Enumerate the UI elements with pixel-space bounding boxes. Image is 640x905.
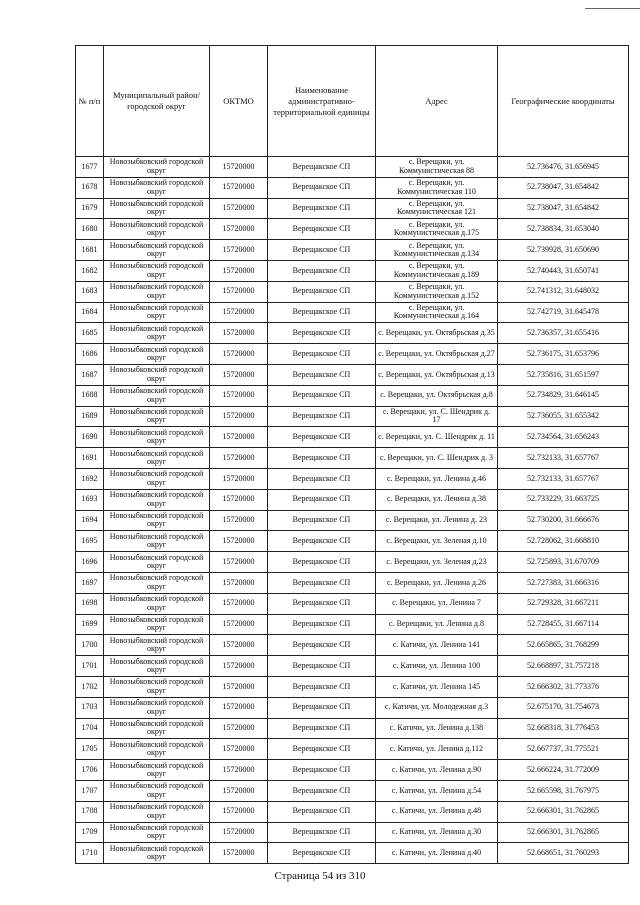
cell-unit: Верещакское СП bbox=[268, 323, 376, 344]
table-row bbox=[76, 635, 629, 656]
cell-coords: 52.736175, 31.653796 bbox=[498, 344, 629, 365]
cell-district: Новозыбковский городской округ bbox=[104, 198, 210, 219]
cell-address: с. Верещаки, ул. Ленина д.8 bbox=[376, 614, 498, 635]
cell-district: Новозыбковский городской округ bbox=[104, 448, 210, 469]
table-row bbox=[76, 760, 629, 781]
cell-address: с. Верещаки, ул. С. Шендрик д. 17 bbox=[376, 406, 498, 427]
cell-district: Новозыбковский городской округ bbox=[104, 572, 210, 593]
cell-oktmo: 15720000 bbox=[210, 364, 268, 385]
table-row bbox=[76, 697, 629, 718]
cell-num: 1706 bbox=[76, 760, 104, 781]
cell-address: с. Катичи, ул. Молодежная д.3 bbox=[376, 697, 498, 718]
cell-oktmo: 15720000 bbox=[210, 697, 268, 718]
cell-num: 1686 bbox=[76, 344, 104, 365]
cell-address: с. Катичи, ул. Ленина д.30 bbox=[376, 822, 498, 843]
cell-address: с. Катичи, ул. Ленина д.112 bbox=[376, 739, 498, 760]
cell-num: 1697 bbox=[76, 572, 104, 593]
cell-oktmo: 15720000 bbox=[210, 614, 268, 635]
table-row bbox=[76, 780, 629, 801]
cell-district: Новозыбковский городской округ bbox=[104, 635, 210, 656]
cell-address: с. Катичи, ул. Ленина 145 bbox=[376, 676, 498, 697]
cell-coords: 52.736357, 31.655416 bbox=[498, 323, 629, 344]
cell-num: 1683 bbox=[76, 281, 104, 302]
table-row bbox=[76, 344, 629, 365]
cell-num: 1705 bbox=[76, 739, 104, 760]
table-row bbox=[76, 822, 629, 843]
cell-coords: 52.666301, 31.762865 bbox=[498, 801, 629, 822]
header-address: Адрес bbox=[376, 46, 498, 157]
cell-unit: Верещакское СП bbox=[268, 385, 376, 406]
cell-address: с. Верещаки, ул. Ленина 7 bbox=[376, 593, 498, 614]
cell-oktmo: 15720000 bbox=[210, 656, 268, 677]
header-coords: Географические координаты bbox=[498, 46, 629, 157]
cell-num: 1709 bbox=[76, 822, 104, 843]
cell-oktmo: 15720000 bbox=[210, 718, 268, 739]
cell-unit: Верещакское СП bbox=[268, 593, 376, 614]
cell-coords: 52.727383, 31.666316 bbox=[498, 572, 629, 593]
cell-unit: Верещакское СП bbox=[268, 739, 376, 760]
cell-unit: Верещакское СП bbox=[268, 198, 376, 219]
cell-district: Новозыбковский городской округ bbox=[104, 468, 210, 489]
cell-oktmo: 15720000 bbox=[210, 510, 268, 531]
cell-coords: 52.729328, 31.667211 bbox=[498, 593, 629, 614]
cell-unit: Верещакское СП bbox=[268, 406, 376, 427]
table-row bbox=[76, 302, 629, 323]
cell-unit: Верещакское СП bbox=[268, 656, 376, 677]
cell-oktmo: 15720000 bbox=[210, 157, 268, 178]
cell-coords: 52.728455, 31.667114 bbox=[498, 614, 629, 635]
cell-num: 1700 bbox=[76, 635, 104, 656]
table-row bbox=[76, 406, 629, 427]
cell-oktmo: 15720000 bbox=[210, 801, 268, 822]
cell-district: Новозыбковский городской округ bbox=[104, 260, 210, 281]
table-row bbox=[76, 260, 629, 281]
cell-district: Новозыбковский городской округ bbox=[104, 718, 210, 739]
cell-district: Новозыбковский городской округ bbox=[104, 344, 210, 365]
cell-oktmo: 15720000 bbox=[210, 323, 268, 344]
cell-address: с. Верещаки, ул. Октябрьская д.35 bbox=[376, 323, 498, 344]
cell-coords: 52.738834, 31.653040 bbox=[498, 219, 629, 240]
cell-district: Новозыбковский городской округ bbox=[104, 531, 210, 552]
cell-unit: Верещакское СП bbox=[268, 697, 376, 718]
cell-num: 1681 bbox=[76, 240, 104, 261]
cell-num: 1703 bbox=[76, 697, 104, 718]
table-row bbox=[76, 593, 629, 614]
cell-num: 1701 bbox=[76, 656, 104, 677]
cell-address: с. Верещаки, ул. Коммунистическая 88 bbox=[376, 157, 498, 178]
cell-num: 1682 bbox=[76, 260, 104, 281]
cell-oktmo: 15720000 bbox=[210, 302, 268, 323]
cell-unit: Верещакское СП bbox=[268, 364, 376, 385]
cell-district: Новозыбковский городской округ bbox=[104, 593, 210, 614]
cell-district: Новозыбковский городской округ bbox=[104, 385, 210, 406]
table-row bbox=[76, 572, 629, 593]
cell-district: Новозыбковский городской округ bbox=[104, 240, 210, 261]
table-row bbox=[76, 676, 629, 697]
cell-num: 1693 bbox=[76, 489, 104, 510]
cell-coords: 52.730200, 31.666676 bbox=[498, 510, 629, 531]
table-row bbox=[76, 531, 629, 552]
cell-unit: Верещакское СП bbox=[268, 427, 376, 448]
cell-oktmo: 15720000 bbox=[210, 593, 268, 614]
cell-address: с. Верещаки, ул. С. Шендрик д. 11 bbox=[376, 427, 498, 448]
cell-num: 1708 bbox=[76, 801, 104, 822]
cell-num: 1695 bbox=[76, 531, 104, 552]
cell-district: Новозыбковский городской округ bbox=[104, 822, 210, 843]
cell-oktmo: 15720000 bbox=[210, 219, 268, 240]
cell-unit: Верещакское СП bbox=[268, 281, 376, 302]
cell-oktmo: 15720000 bbox=[210, 177, 268, 198]
cell-district: Новозыбковский городской округ bbox=[104, 780, 210, 801]
cell-unit: Верещакское СП bbox=[268, 344, 376, 365]
cell-coords: 52.732133, 31.657767 bbox=[498, 468, 629, 489]
cell-num: 1691 bbox=[76, 448, 104, 469]
cell-unit: Верещакское СП bbox=[268, 240, 376, 261]
cell-district: Новозыбковский городской округ bbox=[104, 364, 210, 385]
table-row bbox=[76, 177, 629, 198]
cell-unit: Верещакское СП bbox=[268, 801, 376, 822]
cell-address: с. Верещаки, ул. Коммунистическая д.164 bbox=[376, 302, 498, 323]
cell-unit: Верещакское СП bbox=[268, 468, 376, 489]
cell-coords: 52.740443, 31.650741 bbox=[498, 260, 629, 281]
cell-oktmo: 15720000 bbox=[210, 260, 268, 281]
cell-district: Новозыбковский городской округ bbox=[104, 302, 210, 323]
header-num: № п/п bbox=[76, 46, 104, 157]
cell-address: с. Верещаки, ул. Коммунистическая д.175 bbox=[376, 219, 498, 240]
cell-address: с. Верещаки, ул. Коммунистическая 121 bbox=[376, 198, 498, 219]
table-row bbox=[76, 385, 629, 406]
cell-district: Новозыбковский городской округ bbox=[104, 760, 210, 781]
cell-oktmo: 15720000 bbox=[210, 843, 268, 864]
cell-district: Новозыбковский городской округ bbox=[104, 510, 210, 531]
cell-unit: Верещакское СП bbox=[268, 676, 376, 697]
cell-unit: Верещакское СП bbox=[268, 489, 376, 510]
cell-coords: 52.666224, 31.772009 bbox=[498, 760, 629, 781]
cell-unit: Верещакское СП bbox=[268, 780, 376, 801]
cell-address: с. Катичи, ул. Ленина д.90 bbox=[376, 760, 498, 781]
cell-num: 1687 bbox=[76, 364, 104, 385]
cell-unit: Верещакское СП bbox=[268, 760, 376, 781]
cell-district: Новозыбковский городской округ bbox=[104, 489, 210, 510]
cell-num: 1698 bbox=[76, 593, 104, 614]
cell-num: 1704 bbox=[76, 718, 104, 739]
cell-district: Новозыбковский городской округ bbox=[104, 406, 210, 427]
cell-address: с. Верещаки, ул. Зеленая д.10 bbox=[376, 531, 498, 552]
cell-address: с. Верещаки, ул. Ленина д.46 bbox=[376, 468, 498, 489]
cell-oktmo: 15720000 bbox=[210, 281, 268, 302]
cell-num: 1685 bbox=[76, 323, 104, 344]
cell-num: 1694 bbox=[76, 510, 104, 531]
cell-oktmo: 15720000 bbox=[210, 760, 268, 781]
cell-address: с. Верещаки, ул. С. Шендрик д. 3 bbox=[376, 448, 498, 469]
cell-oktmo: 15720000 bbox=[210, 344, 268, 365]
table-row bbox=[76, 364, 629, 385]
cell-district: Новозыбковский городской округ bbox=[104, 427, 210, 448]
cell-coords: 52.734564, 31.656243 bbox=[498, 427, 629, 448]
header-district: Муниципальный район/городской округ bbox=[104, 46, 210, 157]
cell-unit: Верещакское СП bbox=[268, 260, 376, 281]
table-row bbox=[76, 614, 629, 635]
cell-unit: Верещакское СП bbox=[268, 448, 376, 469]
cell-oktmo: 15720000 bbox=[210, 198, 268, 219]
cell-num: 1689 bbox=[76, 406, 104, 427]
table-row bbox=[76, 427, 629, 448]
cell-unit: Верещакское СП bbox=[268, 219, 376, 240]
cell-num: 1707 bbox=[76, 780, 104, 801]
table-row bbox=[76, 739, 629, 760]
cell-unit: Верещакское СП bbox=[268, 302, 376, 323]
cell-address: с. Верещаки, ул. Коммунистическая д.134 bbox=[376, 240, 498, 261]
cell-coords: 52.742719, 31.645478 bbox=[498, 302, 629, 323]
table-row bbox=[76, 510, 629, 531]
cell-oktmo: 15720000 bbox=[210, 635, 268, 656]
table-header-row bbox=[76, 46, 629, 157]
cell-address: с. Катичи, ул. Ленина д.138 bbox=[376, 718, 498, 739]
cell-address: с. Катичи, ул. Ленина 141 bbox=[376, 635, 498, 656]
cell-address: с. Верещаки, ул. Октябрьская д.13 bbox=[376, 364, 498, 385]
cell-unit: Верещакское СП bbox=[268, 635, 376, 656]
cell-address: с. Верещаки, ул. Ленина д.38 bbox=[376, 489, 498, 510]
cell-coords: 52.735816, 31.651597 bbox=[498, 364, 629, 385]
cell-district: Новозыбковский городской округ bbox=[104, 177, 210, 198]
cell-num: 1677 bbox=[76, 157, 104, 178]
cell-coords: 52.667737, 31.775521 bbox=[498, 739, 629, 760]
cell-unit: Верещакское СП bbox=[268, 718, 376, 739]
cell-num: 1690 bbox=[76, 427, 104, 448]
table-row bbox=[76, 198, 629, 219]
locations-table bbox=[75, 45, 629, 864]
cell-district: Новозыбковский городской округ bbox=[104, 157, 210, 178]
cell-unit: Верещакское СП bbox=[268, 614, 376, 635]
cell-district: Новозыбковский городской округ bbox=[104, 656, 210, 677]
cell-coords: 52.738047, 31.654842 bbox=[498, 198, 629, 219]
cell-oktmo: 15720000 bbox=[210, 780, 268, 801]
cell-district: Новозыбковский городской округ bbox=[104, 552, 210, 573]
cell-coords: 52.732133, 31.657767 bbox=[498, 448, 629, 469]
table-row bbox=[76, 468, 629, 489]
cell-address: с. Верещаки, ул. Коммунистическая д.152 bbox=[376, 281, 498, 302]
cell-oktmo: 15720000 bbox=[210, 427, 268, 448]
cell-address: с. Катичи, ул. Ленина д.48 bbox=[376, 801, 498, 822]
cell-oktmo: 15720000 bbox=[210, 385, 268, 406]
cell-address: с. Верещаки, ул. Ленина д.26 bbox=[376, 572, 498, 593]
table-row bbox=[76, 448, 629, 469]
table-row bbox=[76, 489, 629, 510]
cell-address: с. Верещаки, ул. Зеленая д.23 bbox=[376, 552, 498, 573]
table-row bbox=[76, 281, 629, 302]
cell-coords: 52.738047, 31.654842 bbox=[498, 177, 629, 198]
cell-oktmo: 15720000 bbox=[210, 822, 268, 843]
table-row bbox=[76, 219, 629, 240]
cell-num: 1680 bbox=[76, 219, 104, 240]
cell-district: Новозыбковский городской округ bbox=[104, 843, 210, 864]
cell-num: 1678 bbox=[76, 177, 104, 198]
header-oktmo: ОКТМО bbox=[210, 46, 268, 157]
cell-num: 1696 bbox=[76, 552, 104, 573]
cell-oktmo: 15720000 bbox=[210, 739, 268, 760]
cell-district: Новозыбковский городской округ bbox=[104, 219, 210, 240]
cell-coords: 52.665865, 31.768299 bbox=[498, 635, 629, 656]
table-row bbox=[76, 157, 629, 178]
cell-district: Новозыбковский городской округ bbox=[104, 281, 210, 302]
cell-oktmo: 15720000 bbox=[210, 468, 268, 489]
cell-coords: 52.741312, 31.648032 bbox=[498, 281, 629, 302]
cell-num: 1688 bbox=[76, 385, 104, 406]
cell-num: 1684 bbox=[76, 302, 104, 323]
cell-num: 1710 bbox=[76, 843, 104, 864]
cell-address: с. Верещаки, ул. Коммунистическая 110 bbox=[376, 177, 498, 198]
table-row bbox=[76, 552, 629, 573]
cell-coords: 52.668897, 31.757218 bbox=[498, 656, 629, 677]
cell-district: Новозыбковский городской округ bbox=[104, 801, 210, 822]
table-body bbox=[76, 157, 629, 864]
cell-oktmo: 15720000 bbox=[210, 572, 268, 593]
table-row bbox=[76, 801, 629, 822]
table-row bbox=[76, 718, 629, 739]
cell-oktmo: 15720000 bbox=[210, 406, 268, 427]
cell-unit: Верещакское СП bbox=[268, 822, 376, 843]
cell-district: Новозыбковский городской округ bbox=[104, 614, 210, 635]
cell-oktmo: 15720000 bbox=[210, 552, 268, 573]
cell-district: Новозыбковский городской округ bbox=[104, 739, 210, 760]
cell-address: с. Верещаки, ул. Ленина д. 23 bbox=[376, 510, 498, 531]
cell-oktmo: 15720000 bbox=[210, 489, 268, 510]
cell-address: с. Верещаки, ул. Октябрьская д.27 bbox=[376, 344, 498, 365]
cell-coords: 52.733229, 31.663725 bbox=[498, 489, 629, 510]
cell-oktmo: 15720000 bbox=[210, 676, 268, 697]
cell-num: 1702 bbox=[76, 676, 104, 697]
header-unit: Наименование административно-территориальной единицы bbox=[268, 46, 376, 157]
cell-unit: Верещакское СП bbox=[268, 572, 376, 593]
cell-district: Новозыбковский городской округ bbox=[104, 323, 210, 344]
cell-unit: Верещакское СП bbox=[268, 843, 376, 864]
cell-coords: 52.734829, 31.646145 bbox=[498, 385, 629, 406]
cell-address: с. Верещаки, ул. Коммунистическая д.189 bbox=[376, 260, 498, 281]
cell-district: Новозыбковский городской округ bbox=[104, 697, 210, 718]
table-row bbox=[76, 656, 629, 677]
page-number: Страница 54 из 310 bbox=[274, 870, 366, 882]
top-edge-rule bbox=[585, 8, 640, 9]
cell-unit: Верещакское СП bbox=[268, 177, 376, 198]
cell-unit: Верещакское СП bbox=[268, 552, 376, 573]
table-row bbox=[76, 843, 629, 864]
cell-coords: 52.736476, 31.656945 bbox=[498, 157, 629, 178]
cell-coords: 52.739928, 31.650690 bbox=[498, 240, 629, 261]
cell-unit: Верещакское СП bbox=[268, 510, 376, 531]
cell-coords: 52.666302, 31.773376 bbox=[498, 676, 629, 697]
cell-unit: Верещакское СП bbox=[268, 531, 376, 552]
cell-unit: Верещакское СП bbox=[268, 157, 376, 178]
cell-coords: 52.666301, 31.762865 bbox=[498, 822, 629, 843]
cell-oktmo: 15720000 bbox=[210, 448, 268, 469]
cell-coords: 52.668651, 31.760293 bbox=[498, 843, 629, 864]
cell-num: 1679 bbox=[76, 198, 104, 219]
cell-address: с. Катичи, ул. Ленина д.40 bbox=[376, 843, 498, 864]
cell-coords: 52.725893, 31.670709 bbox=[498, 552, 629, 573]
cell-coords: 52.668318, 31.776453 bbox=[498, 718, 629, 739]
cell-num: 1699 bbox=[76, 614, 104, 635]
cell-coords: 52.728062, 31.668810 bbox=[498, 531, 629, 552]
cell-district: Новозыбковский городской округ bbox=[104, 676, 210, 697]
cell-address: с. Верещаки, ул. Октябрьская д.8 bbox=[376, 385, 498, 406]
cell-coords: 52.736055, 31.655342 bbox=[498, 406, 629, 427]
cell-address: с. Катичи, ул. Ленина д.54 bbox=[376, 780, 498, 801]
table-row bbox=[76, 240, 629, 261]
cell-address: с. Катичи, ул. Ленина 100 bbox=[376, 656, 498, 677]
cell-coords: 52.675170, 31.754673 bbox=[498, 697, 629, 718]
cell-oktmo: 15720000 bbox=[210, 531, 268, 552]
table-row bbox=[76, 323, 629, 344]
cell-num: 1692 bbox=[76, 468, 104, 489]
cell-coords: 52.665598, 31.767975 bbox=[498, 780, 629, 801]
cell-oktmo: 15720000 bbox=[210, 240, 268, 261]
